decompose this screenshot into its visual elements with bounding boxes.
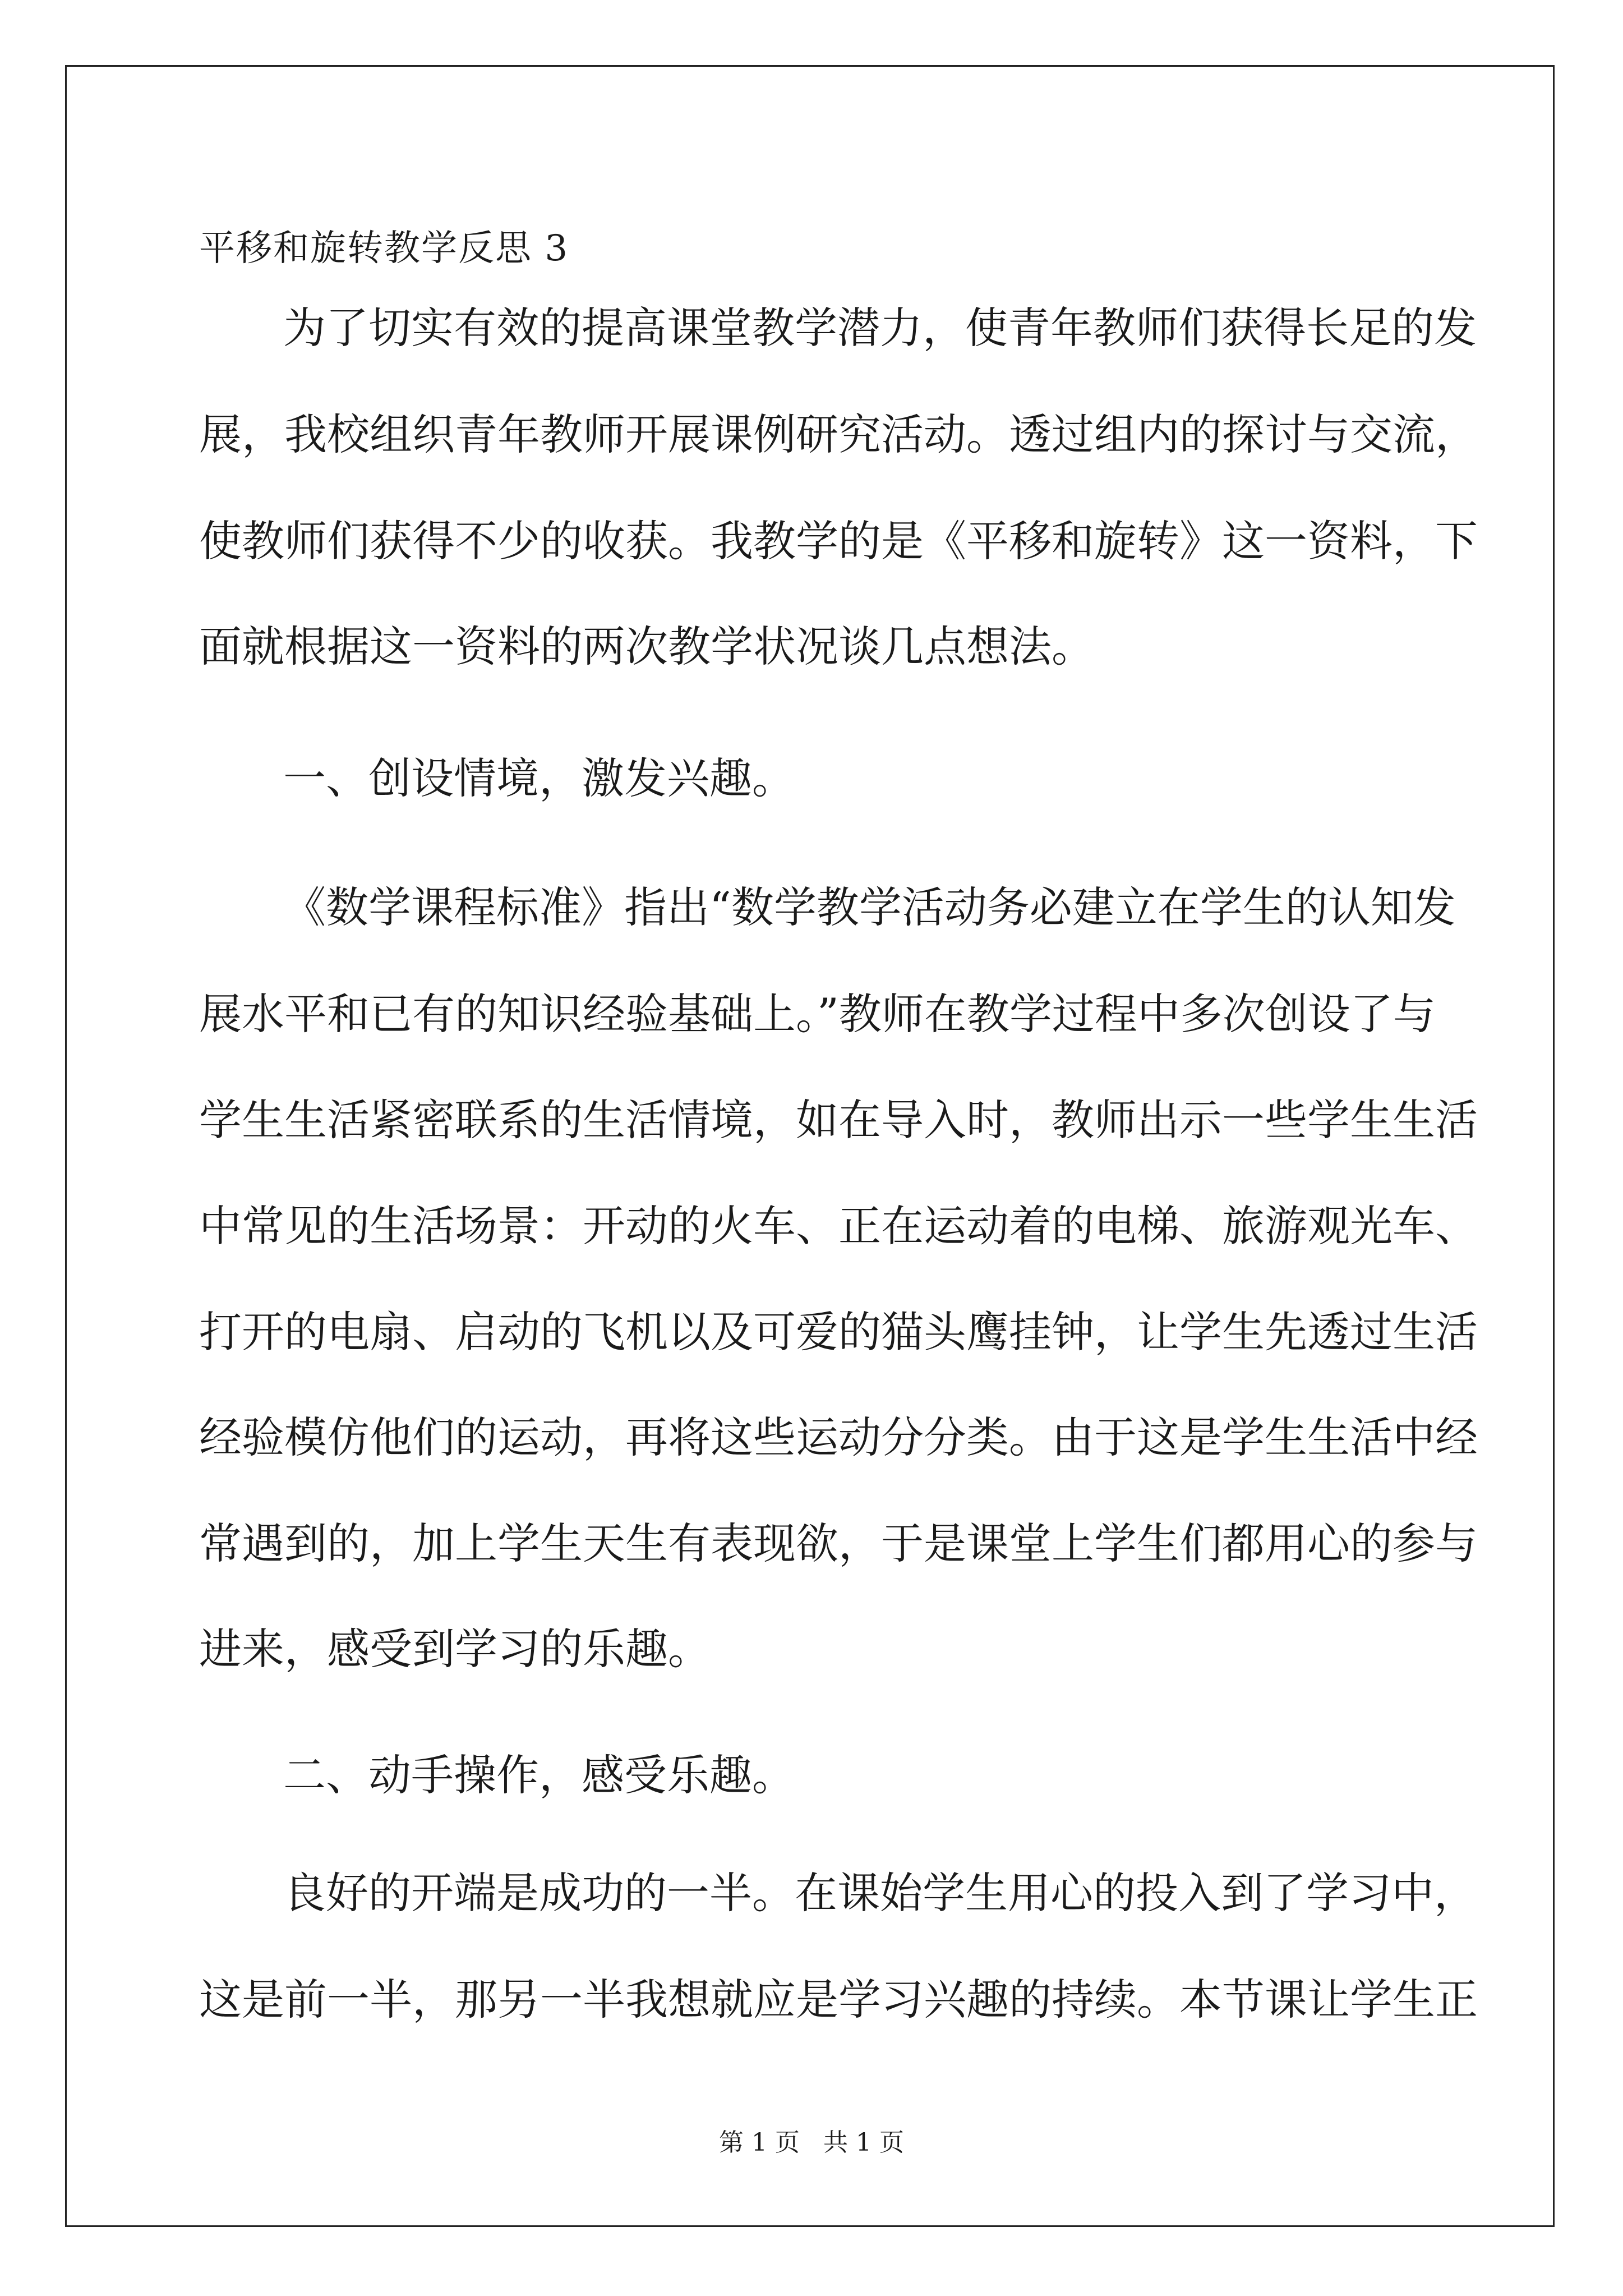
- page-footer: 第 1 页 共 1 页: [719, 2128, 904, 2157]
- paragraph-line: 中常见的生活场景：开动的火车、正在运动着的电梯、旅游观光车、: [199, 1201, 1478, 1251]
- paragraph-line: 这是前一半，那另一半我想就应是学习兴趣的持续。本节课让学生正: [199, 1975, 1478, 2024]
- paragraph-line: 展水平和已有的知识经验基础上。”教师在教学过程中多次创设了与: [199, 989, 1436, 1039]
- paragraph-line: 《数学课程标准》指出“数学教学活动务必建立在学生的认知发: [283, 882, 1456, 932]
- paragraph-line: 学生生活紧密联系的生活情境，如在导入时，教师出示一些学生生活: [199, 1095, 1478, 1145]
- paragraph-line: 良好的开端是成功的一半。在课始学生用心的投入到了学习中，: [283, 1868, 1477, 1918]
- paragraph-line: 使教师们获得不少的收获。我教学的是《平移和旋转》这一资料，下: [199, 516, 1478, 566]
- paragraph-line: 为了切实有效的提高课堂教学潜力，使青年教师们获得长足的发: [283, 303, 1477, 353]
- document-title: 平移和旋转教学反思 3: [199, 228, 569, 269]
- section-heading: 一、创设情境，激发兴趣。: [283, 753, 795, 803]
- paragraph-line: 展，我校组织青年教师开展课例研究活动。透过组内的探讨与交流，: [199, 409, 1478, 459]
- paragraph-line: 面就根据这一资料的两次教学状况谈几点想法。: [199, 622, 1094, 671]
- paragraph-line: 经验模仿他们的运动，再将这些运动分分类。由于这是学生生活中经: [199, 1412, 1478, 1462]
- paragraph-line: 进来，感受到学习的乐趣。: [199, 1624, 711, 1674]
- section-heading: 二、动手操作，感受乐趣。: [283, 1750, 795, 1800]
- paragraph-line: 常遇到的，加上学生天生有表现欲，于是课堂上学生们都用心的参与: [199, 1519, 1478, 1568]
- paragraph-line: 打开的电扇、启动的飞机以及可爱的猫头鹰挂钟，让学生先透过生活: [199, 1307, 1478, 1357]
